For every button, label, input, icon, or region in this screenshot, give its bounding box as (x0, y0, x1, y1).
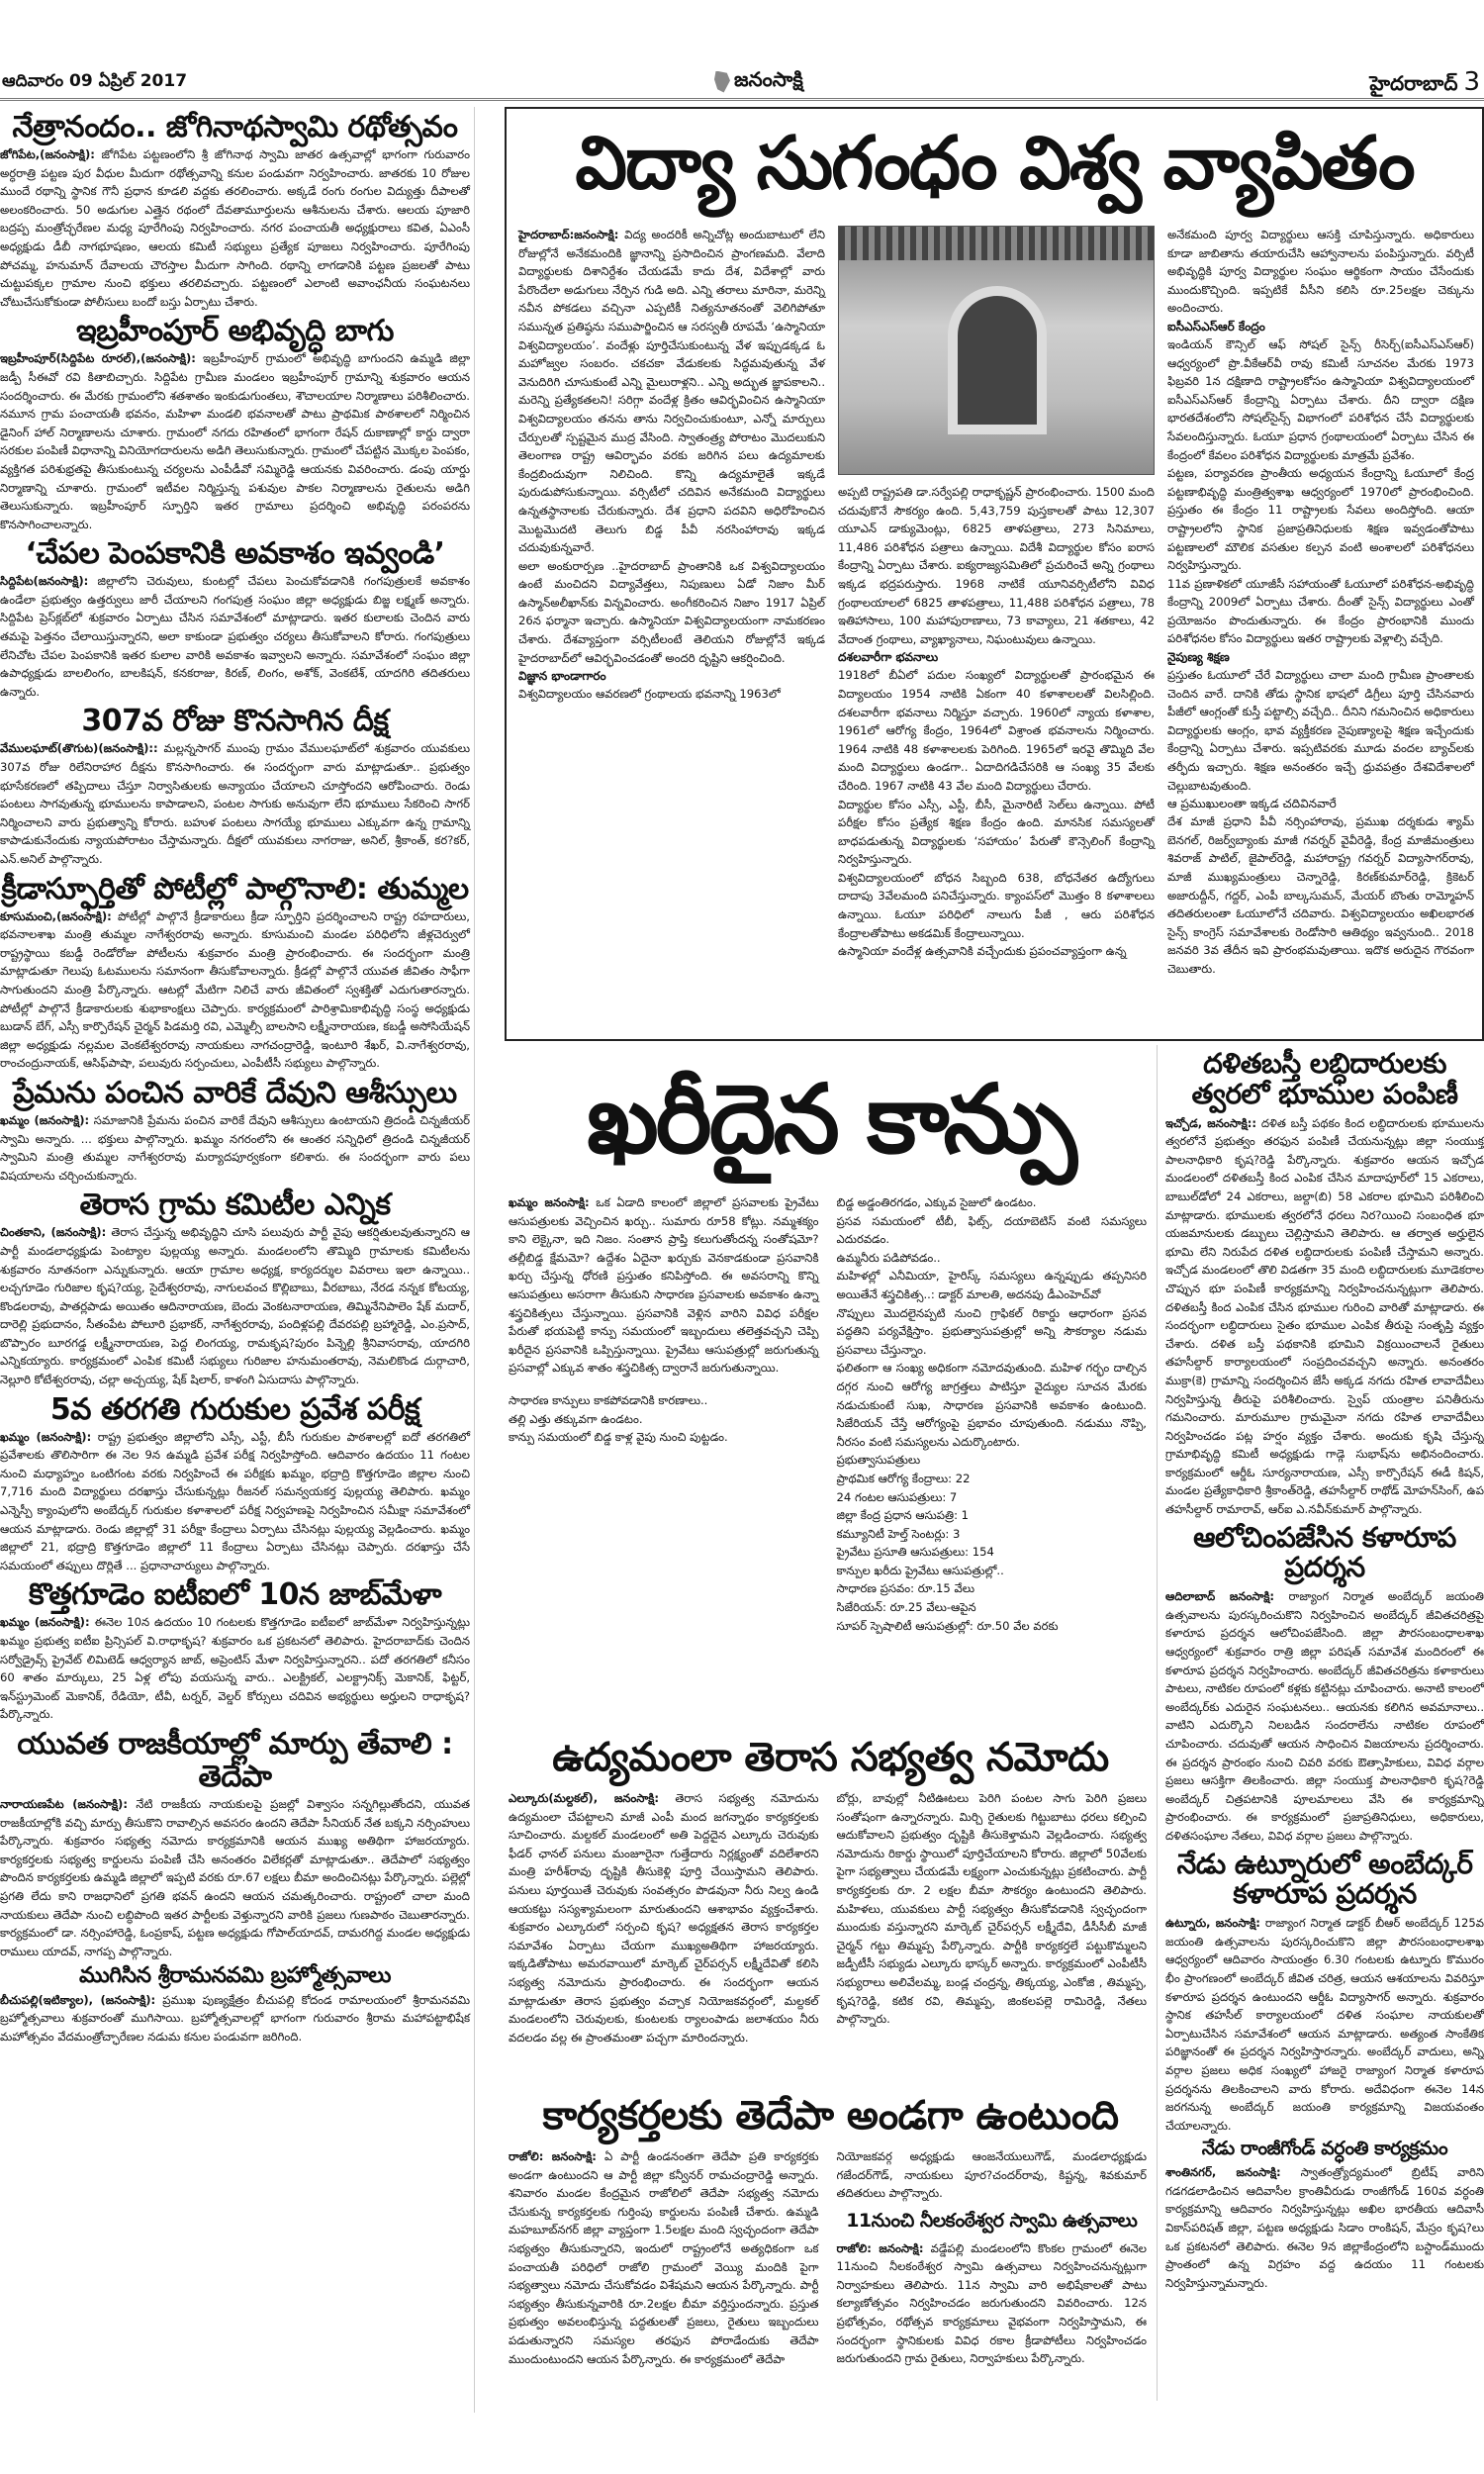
news-article (1165, 1520, 1484, 1846)
article-text: రాజ్యాంగ నిర్మాత డాక్టర్ బీఆర్ అంబేద్కర్ 125వ జయంతి ఉత్సవాలను పురస్కరించుకొని జిల్లా పౌరసంబంధాలశాఖ ఆధ్వర్యంలో ఆదివారం సాయంత్రం 6.30 గంటలకు ఉట్నూరు కొమురం భీం ప్రాంగణంలో అంబేద్కర్ జీవిత చరిత్ర, ఆయన ఆశయాలను వివరిస్తూ కళారూప ప్రదర్శన ఉంటుందని ఆర్డీఓ విద్యాసాగర్ అన్నారు. శుక్రవారం స్థానిక తహసీల్ కార్యాలయంలో దళిత సంఘాల నాయకులతో ఏర్పాటుచేసిన సమావేశంలో ఆయన మాట్లాడారు. అత్యంత సాంకేతిక పరిజ్ఞానంతో ఈ ప్రదర్శన నిర్వహిస్తారన్నారు. అంబేద్కర్ వాదులు, అన్ని వర్గాల ప్రజలు అధిక సంఖ్యలో హాజరై రాజ్యాంగ నిర్మాత కళారూప ప్రదర్శనను తిలకించాలని వారు కోరారు. అదేవిధంగా ఈనెల 14న జరగనున్న అంబేద్కర్ జయంతి కార్యక్రమాన్ని విజయవంతం చేయాలన్నారు. (1165, 1916, 1484, 2133)
stat-item: కమ్యూనిటీ హెల్త్ సెంటర్లు: 3 (836, 1526, 961, 1541)
telangana-map-icon (714, 71, 730, 93)
reason-item: తల్లి ఎత్తు తక్కువగా ఉండటం. (509, 1411, 643, 1426)
news-article (0, 1077, 470, 1185)
article-headline: యువత రాజకీయాల్లో మార్పు తేవాలి : తెదేపా (17, 1726, 453, 1794)
paragraph: విద్య అందరికీ అన్నిచోట్ల అందుబాటులో లేని రోజుల్లోనే అనేకమందికి జ్ఞానాన్ని ప్రసాదించిన ప్రాంగణమది. వేలాది విద్యార్థులకు దిశానిర్దేశం చేయడమే కాదు దేశ, విదేశాల్లో వారు పేరొందేలా అడుగులు నేర్పిన గుడి అది. ఎన్ని తరాలు మారినా, మరెన్ని నవీన పోకడలు వచ్చినా ఎప్పటికీ నిత్యనూతనంతో వెలిగిపోతూ సమున్నత ప్రతిష్ఠను సముపార్జించిన ఆ సరస్వతీ రూపమే ‘ఉస్మానియా విశ్వవిద్యాలయం’. వందేళ్లు పూర్తిచేసుకుంటున్న వేళ ఇప్పుడక్కడ ఓ మహోజ్వల సంబరం. చకచకా వేడుకలకు సిద్ధమవుతున్న వేళ వెనుదిరిగి చూసుకుంటే ఎన్ని మైలురాళ్లని.. ఎన్ని అద్భుత జ్ఞాపకాలని.. మరెన్ని ప్రత్యేకతలని! సరిగ్గా వందేళ్ల క్రితం ఆవిర్భవించిన ఉస్మానియా విశ్వవిద్యాలయం తనను తాను నిర్వచించుకుంటూ, ఎన్నో మార్పులు చేర్పులతో స్పష్టమైన ముద్ర వేసింది. స్వాతంత్ర్య పోరాటం మొదలుకుని తెలంగాణ రాష్ట్ర ఆవిర్భావం వరకు జరిగిన పలు ఉద్యమాలకు కేంద్రబిందువుగా నిలిచింది. కొన్ని ఉద్యమాలైతే ఇక్కడే పురుడుపోసుకున్నాయి. వర్సిటీలో చదివిన అనేకమంది విద్యార్థులు ఉన్నతస్థానాలకు చేరుకున్నారు. దేశ ప్రధాని పదవిని అధిరోహించిన మొట్టమొదటి తెలుగు బిడ్డ పీవీ నరసింహారావు ఇక్కడ చదువుకున్నవారే. (518, 228, 825, 555)
dateline: వేములఘాట్(తొగుట)(జనంసాక్షి):: (0, 741, 158, 756)
article-text: దళిత బస్తీ పథకం కింద లబ్ధిదారులకు భూములను త్వరలోనే ప్రభుత్వం తరఫున పంపిణీ చేయనున్నట్లు జిల్లా సంయుక్త పాలనాధికారి కృష?రెడ్డి పేర్కొన్నారు. శుక్రవారం ఆయన ఇచ్చోడ మండలంలో దళితబస్తీ కింద ఎంపిక చేసిన మాదాపూర్‌లో 15 ఎకరాలు, బాబుల్‌డోలో 24 ఎకరాలు, జల్దా(బి) 58 ఎకరాల భూమిని పరిశీలించి మాట్లాడారు. భూములకు త్వరలోనే ధరలు నిర?యించి సంబంధిత భూ యజమానులకు డబ్బులు చెల్లిస్తామని తెలిపారు. ఆ తర్వాత అర్హులైన భూమి లేని నిరుపేద దళిత లబ్ధిదారులకు పంపిణీ చేస్తామని అన్నారు. ఇచ్చోడ మండలంలో తొలి విడతగా 35 మంది లబ్ధిదారులకు మూడెకరాల చొప్పున భూ పంపిణీ కార్యక్రమాన్ని నిర్వహించనున్నట్లుగా తెలిపారు. దళితబస్తీ కింద ఎంపిక చేసిన భూముల గురించి వారితో మాట్లాడారు. ఈ సందర్భంగా లబ్ధిదారులు సైతం భూముల ఎంపిక తీరుపై సంతృప్తి వ్యక్తం చేశారు. దళిత బస్తీ పథకానికి భూమిని విక్రయించాలనే రైతులు తహసీల్దార్ కార్యాలయంలో సంప్రదించవచ్చని అన్నారు. అనంతరం ముక్రా(కె) గ్రామాన్ని సందర్శించిన జేసీ అక్కడ నగదు రహిత లావాదేవీలు నిర్వహిస్తున్న తీరుపై పరిశీలించారు. స్వైప్ యంత్రాల పనితీరును గమనించారు. మారుమూల గ్రామమైనా నగదు రహిత లావాదేవీలు నిర్వహించడం పట్ల హర్షం వ్యక్తం చేశారు. అందుకు కృషి చేస్తున్న గ్రామాభివృద్ధి కమిటీ అధ్యక్షుడు గాడ్గె సుభాష్‌ను అభినందించారు. కార్యక్రమంలో ఆర్డీఓ సూర్యనారాయణ, ఎస్సీ కార్పొరేషన్ ఈడీ కిషన్, మండల ప్రత్యేకాధికారి శ్రీకాంత్‌రెడ్డి, తహసీల్దార్ రాథోడ్ మోహన్‌సింగ్, ఉప తహసీల్దార్ రామారావ్, ఆర్ఐ ఎ.నవీన్‌కుమార్ పాల్గొన్నారు. (1165, 1115, 1484, 1517)
story-headline: కార్యకర్తలకు తెదేపా అండగా ఉంటుంది (542, 2093, 1119, 2139)
article-text: స్వాతంత్ర్యోద్యమంలో బ్రిటీష్ వారిని గడగడలాడించిన ఆదివాసీల క్రాంతివీరుడు రాంజీగోండ్ 160వ వర్ధంతి కార్యక్రమాన్ని ఆదివారం నిర్వహిస్తున్నట్లు అఖిల భారతీయ ఆదివాసీ వికాస్‌పరిషత్ జిల్లా, పట్టణ అధ్యక్షుడు సిడాం రాంకిషన్, మేస్రం కృష?లు ఒక ప్రకటనలో తెలిపారు. ఈనెల 9న జిల్లాకేంద్రంలోని బస్టాండ్‌ముందు ప్రాంతంలో ఉన్న విగ్రహం వద్ద ఉదయం 11 గంటలకు నిర్వహిస్తున్నామన్నారు. (1165, 2165, 1484, 2290)
article-text: ఈనెల 10న ఉదయం 10 గంటలకు కొత్తగూడెం ఐటీఐలో జాబ్‌మేళా నిర్వహిస్తున్నట్లు ఖమ్మం ప్రభుత్వ ఐటీఐ ప్రిన్సిపల్ వి.రాధాకృష? శుక్రవారం ఒక ప్రకటనలో తెలిపారు. హైదరాబాద్‌కు చెందిన సర్వోడ్రైవ్స్ ప్రైవేట్ లిమిటెడ్ ఆధ్వర్యాన జాబ్, అప్రెంటిస్ మేళా నిర్వహిస్తున్నారని.. పదో తరగతిలో కనీసం 60 శాతం మార్కులు, 25 ఏళ్ల లోపు వయసున్న వారు.. ఎలక్ట్రికల్, ఎలక్ట్రానిక్స్ మెకానిక్, ఫిట్టర్, ఇన్‌స్ట్రుమెంట్ మెకానిక్, రేడియో, టీవీ, టర్నర్, వెల్డర్ కోర్సులు చదివిన అభ్యర్థులు అర్హులని రాధాకృష? పేర్కొన్నారు. (0, 1615, 471, 1722)
dateline: బీచుపల్లి(ఇటిక్యాల), (జనంసాక్షి): (0, 1992, 156, 2007)
article-body (0, 1111, 470, 1185)
story-column: బోర్లు, బావుల్లో నీటిఊటలు పెరిగి పంటల సాగు పెరిగి ప్రజలు సంతోషంగా ఉన్నారన్నారు. మిర్చి రైతులకు గిట్టుబాటు ధరలు కల్పించి ఆదుకోవాలని ప్రభుత్వం దృష్టికి తీసుకెళ్తామని వెల్లడించారు. సభ్యత్వ నమోదును రికార్డు స్థాయిలో పూర్తిచేయాలని కోరారు. జిల్లాలో 50వేలకు పైగా సభ్యత్వాలు చేయడమే లక్ష్యంగా ఎంచుకున్నట్లు ప్రకటించారు. పార్టీ కార్యకర్తలకు రూ. 2 లక్షల బీమా సౌకర్యం ఉంటుందని తెలిపారు. మహిళలు, యువకులు పార్టీ సభ్యత్వం తీసుకోవడానికి స్వచ్ఛందంగా ముందుకు వస్తున్నారని మార్కెట్ చైర్‌పర్సన్ లక్ష్మీదేవి, డీసీసీబీ మాజీ చైర్మన్ గట్టు తిమ్మప్ప పేర్కొన్నారు. పార్టీకి కార్యకర్తలే పట్టుకొమ్మలని జడ్పీటీసీ సభ్యుడు ఎల్కూరు భాస్కర్ అన్నారు. కార్యక్రమంలో ఎంపీటీసీ సభ్యురాలు అలివేలమ్మ, బండ్ల చంద్రన్న, తిక్కయ్య, ఎంకోజి , తిమ్మప్ప, కృష?రెడ్డి, కటిక రవి, తిమ్మప్ప, జింకలపల్లె రామిరెడ్డి, నేతలు పాల్గొన్నారు. (836, 1791, 1147, 2027)
newspaper-page (0, 63, 1484, 2399)
article-body (0, 1613, 470, 1724)
osmania-university-photo (838, 226, 1155, 475)
article-headline: నేడు రాంజీగోండ్ వర్ధంతి కార్యక్రమం (1201, 2138, 1448, 2160)
dateline: ఎల్కూరు(మల్దకల్), జనంసాక్షి: (509, 1791, 659, 1805)
stat-item: ప్రాథమిక ఆరోగ్య కేంద్రాలు: 22 (836, 1471, 971, 1485)
news-article (1165, 1847, 1484, 2136)
article-headline: ముగిసిన శ్రీరామనవమి బ్రహ్మోత్సవాలు (79, 1963, 391, 1989)
masthead (0, 63, 1484, 101)
article-headline: ఆలోచింపజేసిన కళారూప ప్రదర్శన (1193, 1520, 1456, 1584)
cost-item: సూపర్ స్పెషాలిటీ ఆసుపత్రుల్లో: రూ.50 వేల వరకు (836, 1618, 1059, 1633)
article-headline: ఇబ్రహీంపూర్ అభివృద్ధి బాగు (76, 314, 394, 349)
feature-column-2 (838, 483, 1155, 1027)
story-headline: ఉద్యమంలా తెరాస సభ్యత్వ నమోదు (552, 1735, 1109, 1780)
logo-text: జనంసాక్షి (734, 67, 803, 91)
paragraph: విశ్వవిద్యాలయం ఆవరణలో గ్రంథాలయ భవనాన్ని 1963లో (518, 687, 781, 702)
stat-item: 24 గంటల ఆసుపత్రులు: 7 (836, 1489, 958, 1504)
middle-lower-stories (505, 1728, 1158, 2401)
news-article (1165, 1049, 1484, 1519)
news-article (1165, 2139, 1484, 2292)
article-text: సమాజానికి ప్రేమను పంచిన వారికే దేవుని ఆశీస్సులు ఉంటాయని త్రిదండి చిన్నజీయర్ స్వామి అన్నారు. ... భక్తులు పాల్గొన్నారు. ఖమ్మం నగరంలోని ఈ ఆంతర సన్నిధిలో త్రిదండి చిన్నజీయర్ స్వామిని మంత్రి తుమ్మల నాగేశ్వరరావు మర్యాదపూర్వకంగా కలిశారు. ఈ సందర్భంగా వారు పలు విషయాలను చర్చించుకున్నారు. (0, 1112, 470, 1183)
article-headline: తెరాస గ్రామ కమిటీల ఎన్నిక (79, 1188, 391, 1223)
dateline: చింతకాని, (జనంసాక్షి): (0, 1225, 107, 1240)
kanpu-column-1 (509, 1193, 819, 1635)
article-text: జిల్లాలోని చెరువులు, కుంటల్లో చేపలు పెంచుకోవడానికి గంగపుత్రులకే అవకాశం ఉండేలా ప్రభుత్వం ఉత్తర్వులు జారీ చేయాలని గంగపుత్ర సంఘం జిల్లా అధ్యక్షుడు బిజ్జ లక్ష్మణ్ అన్నారు. సిద్దిపేట ప్రెస్‌క్లబ్‌లో శుక్రవారం ఏర్పాటు చేసిన సమావేశంలో మాట్లాడారు. ఇతర కులాలకు చెందిన వారు తమపై పెత్తనం చేలాయిస్తున్నారని, అలా కాకుండా ప్రభుత్వం చర్యలు తీసుకోవాలని కోరారు. గంగపుత్రులు లేనిచోట చేపల పెంపకానికి ఇతర కులాల వారికి అవకాశం ఇవ్వాలని అన్నారు. సమావేశంలో సంఘం జిల్లా ఉపాధ్యక్షుడు బాలలింగం, బాలకిషన్, కనకరాజు, కిరణ్, లింగం, అశోక్, వెంకటేశ్, యాదగిరి తదితరులు ఉన్నారు. (0, 574, 470, 699)
article-text: నేటి రాజకీయ నాయకులపై ప్రజల్లో విశ్వాసం సన్నగిల్లుతోందని, యువత రాజకీయాల్లోకి వచ్చి మార్పు తీసుకొని రావాల్సిన అవసరం ఉందని తెదేపా సీనియర్ నేత బక్కని నర్సింహులు పేర్కొన్నారు. శుక్రవారం సభ్యత్వ నమోదు కార్యక్రమానికి ఆయన ముఖ్య అతిథిగా హాజరయ్యారు. కార్యకర్తలకు సభ్యత్వ కార్డులను పంపిణీ చేసి అనంతరం విలేకర్లతో మాట్లాడుతూ.. తెదేపాలో సభ్యత్వం పొందిన కార్యకర్తలకు ఉమ్మడి జిల్లాలో ఇప్పటి వరకు రూ.67 లక్షలు బీమా అందించినట్లు పేర్కొన్నారు. పల్లెల్లో ప్రగతి లేదు కాని రాజధానిలో ప్రగతి భవన్ ఉందని ఆయన చమత్కరించారు. రాష్ట్రంలో చాలా మంది నాయకులు తెదేపా నుంచి లబ్ధిపొంది ఇతర పార్టీలకు వెళ్తున్నారని వారికి ప్రజలు గుణపాఠం చెబుతారన్నారు. కార్యక్రమంలో డా. నర్సింహారెడ్డి, ఓంప్రకాష్, పట్టణ అధ్యక్షుడు గోపాల్‌యాదవ్, దామరగిద్ద మండల అధ్యక్షుడు రాములు యాదవ్, నాగప్ప పాల్గొన్నారు. (0, 1796, 471, 1958)
dateline: శాంతినగర్, జనంసాక్షి: (1165, 2165, 1281, 2180)
feature-column-1 (518, 226, 825, 1027)
right-column (1165, 1045, 1484, 2401)
photo-roofline (839, 227, 1154, 260)
article-body (1165, 1914, 1484, 2135)
dateline: రాజోలి: జనంసాక్షి: (509, 2149, 597, 2163)
dateline: ఖమ్మం (జనంసాక్షి): (0, 1615, 90, 1630)
paragraph: దేశ మాజీ ప్రధాని పీవీ నర్సింహారావు, ప్రముఖ దర్శకుడు శ్యామ్ బెనగల్, రిజర్వ్‌బ్యాంకు మాజీ గవర్నర్ వైవీరెడ్డి, కేంద్ర మాజీమంత్రులు శివరాజ్ పాటిల్, జైపాల్‌రెడ్డి, మహారాష్ట్ర గవర్నర్ విద్యాసాగర్‌రావు, మాజీ ముఖ్యమంత్రులు చెన్నారెడ్డి, కిరణ్‌కుమార్‌రెడ్డి, క్రికెటర్ అజారుద్దీన్, గద్దర్, ఎంపీ బాల్కసుమన్, మేయర్ బొంతు రామ్మోహన్ తదితరులంతా ఓయూలోనే చదివారు. విశ్వవిద్యాలయం అఖిలభారత సైన్స్ కాంగ్రెస్ సమావేశాలకు రెండోసారి ఆతిథ్యం ఇవ్వనుంది.. 2018 జనవరి 3వ తేదీన ఇవి ప్రారంభమవుతాయి. ఇదొక అరుదైన గౌరవంగా చెబుతారు. (1167, 814, 1474, 976)
article-body (0, 907, 470, 1073)
line: మహిళల్లో ఎనీమియా, హైరిస్క్ సమస్యలు ఉన్నప్పుడు తప్పనిసరి అయితేనే శస్త్రచికిత్స..: డాక్టర్ మాలతి, అదనపు డీఎంహెచ్‌వో (836, 1269, 1147, 1301)
kanpu-column-2 (837, 1193, 1148, 1635)
newspaper-logo (714, 67, 803, 96)
edition-city (1369, 67, 1480, 100)
article-text: పోటీల్లో పాల్గొనే క్రీడాకారులు క్రీడా స్ఫూర్తిని ప్రదర్శించాలని రాష్ట్ర రహదారులు, భవనాలశాఖ మంత్రి తుమ్మల నాగేశ్వరరావు అన్నారు. కూసుమంచి మండల పరిధిలోని జీళ్లచెర్వులో రాష్ట్రస్థాయి కబడ్డీ రెండోరోజు పోటీలను శుక్రవారం మంత్రి ప్రారంభించారు. ఈ సందర్భంగా మంత్రి మాట్లాడుతూ గెలుపు ఓటములను సమానంగా తీసుకోవాలన్నారు. క్రీడల్లో పాల్గొనే యువత జీవితం సాఫీగా సాగుతుందని మంత్రి పేర్కొన్నారు. ఆటల్లో మేటిగా నిలిచే వారు జీవితంలో స్వశక్తితో ఎదుగుతారన్నారు. పోటీల్లో పాల్గొనే క్రీడాకారులకు శుభాకాంక్షలు చెప్పారు. కార్యక్రమంలో పారిశ్రామికాభివృద్ధి సంస్థ అధ్యక్షుడు బుడాన్ బేగ్, ఎస్సీ కార్పొరేషన్ చైర్మన్ పిడమర్తి రవి, ఎమ్మెల్సీ బాలసాని లక్ష్మీనారాయణ, కబడ్డీ అసోసియేషన్ జిల్లా అధ్యక్షుడు నల్లమల వెంకటేశ్వరరావు నాయకులు నాగచంద్రారెడ్డి, ఇంటూరి శేఖర్, వి.నాగేశ్వరరావు, రాంచంద్రునాయక్, ఆసిఫ్‌పాషా, పలువురు సర్పంచులు, ఎంపీటీసీ సభ్యులు పాల్గొన్నారు. (0, 908, 470, 1071)
article-headline: ప్రేమను పంచిన వారికే దేవుని ఆశీస్సులు (13, 1075, 457, 1110)
article-text: రాజ్యాంగ నిర్మాత అంబేద్కర్ జయంతి ఉత్సవాలను పురస్కరించుకొని నిర్వహించిన అంబేద్కర్ జీవితచరిత్రపై కళారూప ప్రదర్శన ఆలోచింపజేసింది. జిల్లా పౌరసంబంధాలశాఖ ఆధ్వర్యంలో శుక్రవారం రాత్రి జిల్లా పరిషత్ సమావేశ మందిరంలో ఈ కళారూప ప్రదర్శన నిర్వహించారు. అంబేద్కర్ జీవితచరిత్రను కళాకారులు పాటలు, నాటికల రూపంలో కళ్లకు కట్టినట్లు చూపించారు. అనాటి కాలంలో అంబేద్కర్‌కు ఎదురైన సంఘటనలు.. ఆయనకు కలిగిన అవమానాలు.. వాటిని ఎదుర్కొని నిలబడిన సందరాలేను నాటికల రూపంలో చూపించారు. చదువుతో ఆయన సాధించిన విజయాలను ప్రదర్శించారు. ఈ ప్రదర్శన ప్రారంభం నుంచి చివరి వరకు ఔత్సాహికులు, వివిధ వర్గాల ప్రజలు ఆసక్తిగా తిలకించారు. జిల్లా సంయుక్త పాలనాధికారి కృష?రెడ్డి అంబేద్కర్ చిత్రపటానికి పూలమాలలు వేసి ఈ కార్యక్రమాన్ని ప్రారంభించారు. ఈ కార్యక్రమంలో ప్రజాప్రతినిధులు, అధికారులు, దళితసంఘాల నేతలు, వివిధ వర్గాల ప్రజలు పాల్గొన్నారు. (1165, 1589, 1484, 1843)
article-body (1165, 2163, 1484, 2292)
kanpu-headline: ఖరీదైన కాన్పు (587, 1064, 1074, 1175)
article-headline: ‘చేపల పెంపకానికి అవకాశం ఇవ్వండి’ (25, 536, 445, 572)
subheading: దశలవారీగా భవనాలు (838, 650, 939, 665)
dateline: ఖమ్మం జనంసాక్షి: (509, 1195, 590, 1209)
article-text: మల్లన్నసాగర్ ముంపు గ్రామం వేములఘాట్‌లో శుక్రవారం యువకులు 307వ రోజు రిలేనిరాహార దీక్షను కొనసాగించారు. ఈ సందర్భంగా వారు మాట్లాడుతూ.. ప్రభుత్వం భూసేకరణలో తప్పిదాలు చేస్తూ నిర్వాసితులకు అన్యాయం చేయాలని చూస్తోందని ఆరోపించారు. రెండు పంటలు సాగవుతున్న భూములను కాపాడాలని, పంటల సాగుకు అనువుగా లేని భూములు సేకరించి సాగర్ నిర్మించాలని వారు ప్రభుత్వాన్ని కోరారు. బహుళ పంటలు సాగయ్యే భూములు ఎక్కువగా ఉన్న గ్రామాన్ని కాపాడుకునేందుకు న్యాయపోరాటం చేస్తామన్నారు. దీక్షలో యువకులు నాగరాజు, అనిల్, శ్రీకాంత్, కర?కర్, ఎన్.అనిల్ పాల్గొన్నారు. (0, 741, 470, 866)
dateline: నారాయణపేట (జనంసాక్షి): (0, 1796, 128, 1811)
subheading: నైపుణ్య శిక్షణ (1167, 650, 1230, 665)
paragraph: ఒక ఏడాది కాలంలో జిల్లాలో ప్రసవాలకు ప్రైవేటు ఆసుపత్రులకు వెచ్చించిన ఖర్చు.. సుమారు రూ58 కోట్లు. నమ్మశక్యం కాని లెక్కైనా, ఇది నిజం. సంతాన ప్రాప్తి కలుగుతోందన్న సంతోషమో? తల్లీబిడ్డ క్షేమమో? ఉద్దేశం ఏదైనా ఖర్చుకు వెనకాడకుండా ప్రసవానికి ఖర్చు చేస్తున్న ధోరణి ప్రస్తుతం కనిపిస్తోంది. ఈ అవసరాన్ని కొన్ని ఆసుపత్రులు అసరాగా తీసుకుని సాధారణ ప్రసవాలకు అవకాశం ఉన్నా శస్త్రచికిత్సలు చేస్తున్నాయి. ప్రసవానికి వెళ్లిన వారిని వివిధ పరీక్షల పేరుతో భయపెట్టి కాన్పు సమయంలో ఇబ్బందులు తలెత్తవచ్చని చెప్పి ఖరీదైన ప్రసవానికి ఒప్పిస్తున్నాయి. ప్రైవేటు ఆసుపత్రుల్లో జరుగుతున్న ప్రసవాల్లో ఎక్కువ శాతం శస్త్రచికిత్స ద్వారానే జరుగుతున్నాయి. (509, 1195, 819, 1376)
news-article (0, 1393, 470, 1575)
paragraph: ఏ పార్టీ ఉండనంతగా తెదేపా ప్రతి కార్యకర్తకు అండగా ఉంటుందని ఆ పార్టీ జిల్లా కన్వీనర్ రామచంద్రారెడ్డి అన్నారు. శనివారం మండల కేంద్రమైన రాజోలిలో తెదేపా సభ్యత్వ నమోదు చేసుకున్న కార్యకర్తలకు గుర్తింపు కార్డులను పంపిణీ చేశారు. ఉమ్మడి మహబూబ్‌నగర్ జిల్లా వ్యాప్తంగా 1.5లక్షల మంది స్వచ్ఛందంగా తెదేపా సభ్యత్వం తీసుకున్నారని, ఇందులో రాష్ట్రంలోనే అత్యధికంగా ఒక పంచాయతీ పరిధిలో రాజోలి గ్రామంలో వెయ్యి మందికి పైగా సభ్యత్వాలు నమోదు చేసుకోవడం విశేషమని ఆయన పేర్కొన్నారు. పార్టీ సభ్యత్వం తీసుకున్నవారికి రూ.2లక్షల బీమా వర్తిస్తుందన్నారు. ప్రస్తుత ప్రభుత్వం అవలంభిస్తున్న పద్ధతులతో ప్రజలు, రైతులు ఇబ్బందులు పడుతున్నారని సమస్యల తరఫున పోరాడేందుకు తెదేపా ముందుంటుందని ఆయన పేర్కొన్నారు. ఈ కార్యక్రమంలో తెదేపా (509, 2149, 819, 2366)
article-body (0, 145, 470, 311)
article-body (0, 739, 470, 868)
article-body (0, 1991, 470, 2046)
news-article (0, 1578, 470, 1724)
reasons-title: సాధారణ కాన్పులు కాకపోవడానికి కారణాలు.. (509, 1392, 708, 1407)
line: నొప్పులు మొదలైనప్పటి నుంచి గ్రాఫికల్ రికార్డు ఆధారంగా ప్రసవ పద్ధతిని పర్యవేక్షిస్తాం. ప్రభుత్వాసుపత్రుల్లో అన్ని సౌకర్యాల నడుమ ప్రసవాలు చేస్తున్నాం. (836, 1305, 1147, 1357)
feature-story-box (505, 107, 1484, 1041)
cost-item: సిజేరియన్: రూ.25 వేలు-ఆపైన (836, 1600, 976, 1615)
line: ఫలితంగా ఆ సంఖ్య అధికంగా నమోదవుతుంది. మహిళ గర్భం దాల్చిన దగ్గర నుంచి ఆరోగ్య జాగ్రత్తలు పాటిస్తూ వైద్యుల సూచన మేరకు నడుచుకుంటే సుఖ, సాధారణ ప్రసవానికి అవకాశం ఉంటుంది. సిజేరియన్ చేస్తే ఆరోగ్యంపై ప్రభావం చూపుతుంది. నడుము నొప్పి, నీరసం వంటి సమస్యలను ఎదుర్కొంటారు. (836, 1361, 1147, 1449)
paragraph: వడ్డేపల్లి మండలంలోని కొంకల గ్రామంలో ఈనెల 11నుంచి నీలకంఠేశ్వర స్వామి ఉత్సవాలు నిర్వహించనున్నట్లుగా నిర్వాహకులు తెలిపారు. 11న స్వామి వారి అభిషేకాలతో పాటు కల్యాణోత్సవం నిర్వహించడం జరుగుతుందని వివరించారు. 12న ప్రభోత్సవం, రథోత్సవ కార్యక్రమాలు వైభవంగా నిర్వహిస్తామని, ఈ సందర్భంగా స్థానికులకు వివిధ రకాల క్రీడాపోటీలు నిర్వహించడం జరుగుతుందని గ్రామ రైతులు, నిర్వాహకులు పేర్కొన్నారు. (836, 2240, 1147, 2366)
story-columns (505, 1789, 1157, 2086)
article-text: ఇబ్రహీంపూర్ గ్రామంలో అభివృద్ధి బాగుందని ఉమ్మడి జిల్లా జడ్పీ సీఈవో రవి కితాబిచ్చారు. సిద్దిపేట గ్రామీణ మండలం ఇబ్రహీంపూర్ గ్రామాన్ని శుక్రవారం ఆయన సందర్శించారు. ఈ మేరకు గ్రామంలోని శతశాతం ఇంకుడుగుంతలు, శౌచాలయాల నిర్మాణాలు పరిశీలించారు. నమూన గ్రామ పంచాయతీ భవనం, మహిళా మండలి భవనాలతో పాటు ప్రాథమిక పాఠశాలలో నిర్మించిన డైనింగ్ హాల్ నిర్మాణాలను చూశారు. గ్రామంలో నగదు రహితంలో భాగంగా రేషన్ దుకాణాల్లో కార్డు ద్వారా సరకుల పంపిణీ విధానాన్ని వినియోగదారులను అడిగి తెలుసుకున్నారు. గ్రామంలో చేపట్టిన మొక్కల పెంపకం, వ్యక్తిగత పరిశుభ్రతపై తీసుకుంటున్న చర్యలను ఎంపీడీవో సమ్మిరెడ్డి ఆయనకు వివరించారు. డంపు యార్డు నిర్మాణాన్ని చూశారు. గ్రామంలో ఇటీవల నిర్మిస్తున్న పశువుల పాకల నిర్మాణాలను రైతులను అడిగి తెలుసుకున్నారు. ఇబ్రహీంపూర్ స్ఫూర్తిని ఇతర గ్రామాలు ప్రదర్శించి అభివృద్ధి పరంపరను కొనసాగించాలన్నారు. (0, 351, 470, 531)
dateline: సిద్దిపేట(జనంసాక్షి): (0, 574, 89, 589)
line: ప్రసవ సమయంలో టీబీ, ఫిట్స్, దయాబెటిస్ వంటి సమస్యలు ఎదురవడం. (836, 1213, 1147, 1247)
kanpu-columns (505, 1193, 1157, 1635)
dateline: ఇబ్రహీంపూర్(సిద్దిపేట రూరల్),(జనంసాక్షి): (0, 351, 196, 366)
article-text: ప్రముఖ పుణ్యక్షేత్రం బీచుపల్లి కోదండ రామాలయంలో శ్రీరామనవమి బ్రహ్మోత్సవాలు శుక్రవారంతో ముగిసాయి. బ్రహ్మోత్సవాలల్లో భాగంగా గురువారం శ్రీరామ మహాపట్టాభిషేక మహోత్సవం వేదమంత్రోచ్ఛారేణల నడుమ కనుల పండువగా జరిగింది. (0, 1992, 470, 2044)
city-name: హైదరాబాద్ (1369, 71, 1458, 95)
article-text: తెరాస చేస్తున్న అభివృద్ధిని చూసి పలువురు పార్టీ వైపు ఆకర్షితులవుతున్నారని ఆ పార్టీ మండలాధ్యక్షుడు పెంట్యాల పుల్లయ్య అన్నారు. మండలంలోని తొమ్మిది గ్రామాలకు కమిటీలను శుక్రవారం నూతనంగా ఎన్నుకున్నారు. ఆయా గ్రామాల అధ్యక్ష, కార్యదర్శుల వివరాలు ఇలా ఉన్నాయి.. లచ్చగూడెం గురిజాల కృష?య్య, సైదేశ్వరరావు, నాగులవంచ కొల్లిబాబు, వీరబాబు, నేరడ నన్నక కోటయ్య, కొండలరావు, పాతర్లపాడు అయితం ఆదినారాయణ, బెందు వెంకటనారాయణ, తిమ్మినేనిపాలెం షేక్ మదార్, దారెల్లి ప్రభుదానం, సీతంపేట పోలూరి ప్రభాకర్, నాగేశ్వరరావు, పందిళ్లపల్లి దేవరపల్లి బ్రహ్మారెడ్డి, ఎం.ప్రసాద్, బొప్పారం బూరగడ్డ లక్ష్మీనారాయణ, పెద్ద లింగయ్య, రామకృష?పురం పిన్నెల్లి శ్రీనివాసరావు, యాదగిరి ఎన్నికయ్యారు. కార్యక్రమంలో ఎంపిక కమిటీ సభ్యులు గురిజాల హనుమంతరావు, నెమలికొండ దుర్గాచారి, నెల్లూరి కోటేశ్వరరావు, చల్లా అచ్చయ్య, షేక్ షిలార్, కాళంగి ఏసుదాసు పాల్గొన్నారు. (0, 1225, 470, 1387)
article-body (0, 1223, 470, 1388)
article-body (0, 572, 470, 701)
paragraph: ఉస్మానియా వందేళ్ల ఉత్సవానికి వచ్చేందుకు ప్రపంచవ్యాప్తంగా ఉన్న (838, 944, 1127, 959)
article-headline: నేత్రానందం.. జోగినాథస్వామి రథోత్సవం (12, 110, 458, 144)
paragraph: అప్పటి రాష్ట్రపతి డా.సర్వేపల్లి రాధాకృష్ణన్ ప్రారంభించారు. 1500 మంది చదువుకొనే సౌకర్యం ఉంది. 5,43,759 పుస్తకాలతో పాటు 12,307 యూఎన్ డాక్యుమెంట్లు, 6825 తాళపత్రాలు, 273 సినిమాలు, 11,486 పరిశోధన పత్రాలు ఉన్నాయి. విదేశీ విద్యార్థుల కోసం ఐరాస కేంద్రాన్ని ఏర్పాటు చేశారు. ఐక్యరాజ్యసమితిలో ప్రచురించే అన్ని గ్రంథాలు ఇక్కడ భద్రపరుస్తారు. 1968 నాటికే యూనివర్సిటీలోని వివిధ గ్రంథాలయాలలో 6825 తాళపత్రాలు, 11,488 పరిశోధన పత్రాలు, 78 ఇతిహాసాలు, 100 మహాపురాణాలు, 73 కావ్యాలు, 21 శతకాలు, 42 వేదాంత గ్రంథాలు, వ్యాఖ్యానాలు, నిఘంటువులు ఉన్నాయి. (838, 485, 1155, 646)
subheading: ఆ ప్రముఖులంతా ఇక్కడ చదివినవారే (1167, 797, 1337, 811)
dateline: ఉట్నూరు, జనంసాక్షి: (1165, 1916, 1260, 1931)
news-article (0, 315, 470, 533)
story-column (837, 2147, 1148, 2401)
news-article (0, 873, 470, 1073)
article-body (0, 349, 470, 533)
article-body (1165, 1114, 1484, 1519)
dateline: రాజోలి: జనంసాక్షి: (836, 2240, 924, 2255)
cost-item: సాధారణ ప్రసవం: రూ.15 వేలు (836, 1581, 974, 1596)
article-headline: క్రీడాస్ఫూర్తితో పోటీల్లో పాల్గొనాలి: తుమ్మల (1, 871, 469, 906)
paragraph: 11వ ప్రణాళికలో యూజీసీ సహాయంతో ఓయూలో పరిశోధన-అభివృద్ధి కేంద్రాన్ని 2009లో ఏర్పాటు చేశారు. దీంతో సైన్స్ విద్యార్థులు ఎంతో ప్రయోజనం పొందుతున్నారు. ఈ కేంద్రం ప్రారంభానికి ముందు పరిశోధనల కోసం విద్యార్థులు ఇతర రాష్ట్రాలకు వెళ్లాల్సి వచ్చేది. (1167, 576, 1474, 646)
reason-item: కాన్పు సమయంలో బిడ్డ కాళ్ల వైపు నుంచి పుట్టడం. (509, 1430, 728, 1445)
article-headline: నేడు ఉట్నూరులో అంబేద్కర్ కళారూప ప్రదర్శన (1176, 1847, 1473, 1911)
issue-date: ఆదివారం 09 ఏప్రిల్ 2017 (2, 71, 188, 91)
article-headline: 307వ రోజు కొనసాగిన దీక్ష (81, 704, 389, 739)
page-number: 3 (1463, 67, 1480, 97)
news-article (0, 1728, 470, 1960)
paragraph: విద్యార్థుల కోసం ఎస్సీ, ఎస్టీ, బీసీ, మైనారిటీ సెల్‌లు ఉన్నాయి. పోటీ పరీక్షల కోసం ప్రత్యేక శిక్షణ కేంద్రం ఉంది. మానసిక సమస్యలతో బాధపడుతున్న విద్యార్థులకు ‘సహాయం’ పేరుతో కౌన్సెలింగ్ కేంద్రాన్ని నిర్వహిస్తున్నారు. (838, 797, 1155, 867)
article-headline: దళితబస్తీ లబ్ధిదారులకు త్వరలో భూముల పంపిణీ (1191, 1047, 1458, 1110)
news-article (0, 111, 470, 311)
feature-column-3 (1167, 226, 1474, 1027)
story-column (509, 1789, 819, 2086)
dateline: కూసుమంచి,(జనంసాక్షి): (0, 908, 112, 923)
paragraph: ఇండియన్ కౌన్సిల్ ఆఫ్ సోషల్ సైన్స్ రీసెర్చ్(ఐసీఎస్ఎస్ఆర్) ఆధ్వర్యంలో ప్రొ.వీకేఆర్‌వీ రావు కమిటీ సూచనల మేరకు 1973 ఫిబ్రవరి 1న దక్షిణాది రాష్ట్రాలకోసం ఉస్మానియా విశ్వవిద్యాలయంలో ఐసీఎస్ఎస్ఆర్ కేంద్రాన్ని ఏర్పాటు చేశారు. దీని ద్వారా దక్షిణ భారతదేశంలోని సోషల్‌సైన్స్ విభాగంలో పరిశోధన చేసే విద్యార్థులకు సేవలందిస్తున్నారు. ఓయూ ప్రధాన గ్రంథాలయంలో ఏర్పాటు చేసిన ఈ కేంద్రంలో కేవలం పరిశోధన విద్యార్థులకు మాత్రమే ప్రవేశం. (1167, 336, 1474, 462)
dateline: ఆదిలాబాద్ జనంసాక్షి: (1165, 1589, 1275, 1604)
paragraph: అనేకమంది పూర్వ విద్యార్థులు ఆసక్తి చూపిస్తున్నారు. అధికారులు కూడా జాబితాను తయారుచేసి ఆహ్వానాలను పంపిస్తున్నారు. వర్సిటీ అభివృద్ధికి పూర్వ విద్యార్థుల సంఘం ఆర్థికంగా సాయం చేసేందుకు ముందుకొచ్చింది. ఇప్పటికే వీసీని కలిసి రూ.25లక్షల చెక్కును అందించారు. (1167, 228, 1474, 316)
article-text: రాష్ట్ర ప్రభుత్వం జిల్లాలోని ఎస్సీ, ఎస్టీ, బీసీ గురుకుల పాఠశాలల్లో ఐదో తరగతిలో ప్రవేశాలకు తొలిసారిగా ఈ నెల 9న ఉమ్మడి ప్రవేశ పరీక్ష నిర్వహిస్తోంది. ఆదివారం ఉదయం 11 గంటల నుంచి మధ్యాహ్నం ఒంటిగంట వరకు నిర్వహించే ఈ పరీక్షకు ఖమ్మం, భద్రాద్రి కొత్తగూడెం జిల్లాల నుంచి 7,716 మంది విద్యార్థులు దరఖాస్తు చేసుకున్నట్లు రీజనల్ సమన్వయకర్త పుల్లయ్య తెలిపారు. ఖమ్మం ఎన్నెస్పీ క్యాంపులోని అంబేద్కర్ గురుకుల కళాశాలలో పరీక్ష నిర్వహణపై నిర్వహించిన సమీక్షా సమావేశంలో ఆయన మాట్లాడారు. రెండు జిల్లాల్లో 31 పరీక్షా కేంద్రాలు ఏర్పాటు చేసినట్లు పుల్లయ్య వెల్లడించారు. ఖమ్మం జిల్లాలో 21, భద్రాద్రి కొత్తగూడెం జిల్లాలో 11 కేంద్రాలు ఏర్పాటు చేసినట్లు చెప్పారు. దరఖాస్తు చేసే సమయంలో తప్పులు దొర్లితే ... ప్రధానాచార్యులు పాల్గొన్నారు. (0, 1429, 471, 1572)
news-article (0, 705, 470, 868)
story-column (509, 2147, 819, 2401)
article-body (0, 1795, 470, 1960)
article-body (0, 1428, 470, 1575)
paragraph: పట్టణ, పర్యావరణ ప్రాంతీయ అధ్యయన కేంద్రాన్ని ఓయూలో కేంద్ర పట్టణాభివృద్ధి మంత్రిత్వశాఖ ఆధ్వర్యంలో 1970లో ప్రారంభించింది. ప్రస్తుతం ఈ కేంద్రం 11 రాష్ట్రాలకు సేవలు అందిస్తోంది. ఆయా రాష్ట్రాలలోని స్థానిక ప్రజాప్రతినిధులకు శిక్షణ ఇవ్వడంతోపాటు పట్టణాలలో మౌలిక వసతుల కల్పన వంటి అంశాలలో పరిశోధనలు నిర్వహిస్తున్నారు. (1167, 466, 1474, 573)
line: బిడ్డ అడ్డంతిరగడం, ఎక్కువ సైజులో ఉండటం. (836, 1195, 1037, 1209)
stat-item: జిల్లా కేంద్ర ప్రధాన ఆసుపత్రి: 1 (836, 1508, 970, 1523)
article-body (1165, 1587, 1484, 1845)
paragraph: 1918లో బీఏలో పదుల సంఖ్యలో విద్యార్థులతో ప్రారంభమైన ఈ విద్యాలయం 1954 నాటికి ఏకంగా 40 కళాశాలలతో విలసిల్లింది. దశలవారీగా భవనాలు నిర్మిస్తూ వచ్చారు. 1960లో న్యాయ కళాశాల, 1961లో ఆరోగ్య కేంద్రం, 1964లో విశ్రాంత భవనాలను నిర్మించారు. 1964 నాటికి 48 కళాశాలలకు పెరిగింది. 1965లో ఇరవై తొమ్మిది వేల మంది విద్యార్థులు ఉండగా.. ఏదాదిగడిచేసరికి ఆ సంఖ్య 35 వేలకు చేరింది. 1967 నాటికి 43 వేల మంది విద్యార్థులు చేరారు. (838, 668, 1155, 793)
dateline: ఖమ్మం (జనంసాక్షి): (0, 1112, 90, 1127)
dateline: హైదరాబాద్:జనంసాక్షి: (518, 228, 619, 241)
line: ఉమ్మనీరు పడిపోవడం.. (836, 1250, 941, 1265)
subheading: ఐసీఎస్ఎస్ఆర్ కేంద్రం (1167, 319, 1265, 333)
story-columns (505, 2147, 1157, 2401)
news-article (0, 1189, 470, 1388)
cost-title: కాన్పుల ఖరీదు ప్రైవేటు ఆసుపత్రుల్లో.. (836, 1563, 1004, 1577)
dateline: ఖమ్మం (జనంసాక్షి): (0, 1429, 92, 1444)
news-article (0, 537, 470, 701)
photo-arch (948, 286, 1047, 434)
dateline: ఇచ్చోడ, జనంసాక్షి:: (1165, 1115, 1257, 1130)
subheading: విజ్ఞాన భాండాగారం (518, 669, 606, 684)
sub-story-headline: 11నుంచి నీలకంఠేశ్వర స్వామి ఉత్సవాలు (846, 2209, 1138, 2232)
article-text: జోగిపేట పట్టణంలోని శ్రీ జోగినాథ స్వామి జాతర ఉత్సవాల్లో భాగంగా గురువారం అర్ధరాత్రి పట్టణ పుర వీధుల మీదుగా రథోత్సవాన్ని కనుల పండువగా నిర్వహించారు. జాతరకు 10 రోజుల ముందే రథాన్ని స్థానిక గౌనీ ప్రధాన కూడలి వద్దకు తరలించారు. అక్కడే రంగు రంగుల విద్యుత్తు దీపాలతో అలంకరించారు. 50 అడుగుల ఎత్తైన రథంలో దేవతామూర్తులను ఆశీనులను చేశారు. ఆలయ పూజారి బద్రప్ప మంత్రోచ్ఛరేణల మధ్య పూరేగింపు నిర్వహించారు. నగర పంచాయతీ అధ్యక్షురాలు కవిత, ఏఎంసీ అధ్యక్షుడు డీబీ నాగభూషణం, ఆలయ కమిటీ సభ్యులు ప్రత్యేక పూజలు నిర్వహించారు. పూరేగింపు పోచమ్మ, హనుమాన్ దేవాలయ చౌరస్తాల మీదుగా సాగింది. రథాన్ని లాగడానికి పట్టణ ప్రజలతో పాటు చుట్టుపక్కల గ్రామాల నుంచి భక్తులు తరలివచ్చారు. పట్టణంలో ఎలాంటి అవాంఛనీయ సంఘటనలు చోటుచేసుకోకుండా పోలీసులు బందో బస్తు ఏర్పాటు చేశారు. (0, 147, 471, 309)
stats-title: ప్రభుత్వాసుపత్రులు (836, 1453, 921, 1468)
paragraph: ప్రస్తుతం ఓయూలో చేరే విద్యార్థులు చాలా మంది గ్రామీణ ప్రాంతాలకు చెందిన వారే. దానికి తోడు స్థానిక భాషలో డిగ్రీలు పూర్తి చేసినవారు పీజీలో ఆంగ్లంతో కుస్తీ పట్టాల్సి వచ్చేది.. దీనిని గమనించిన అధికారులు విద్యార్థులకు ఆంగ్లం, భావ వ్యక్తీకరణ నైపుణ్యాలపై శిక్షణ ఇచ్చేందుకు కేంద్రాన్ని ఏర్పాటు చేశారు. ఇప్పటివరకు మూడు వందల బ్యాచ్‌లకు తర్ఫీదు ఇచ్చారు. శిక్షణ అనంతరం ఇచ్చే ధ్రువపత్రం దేశవిదేశాలలో చెల్లుబాటవుతుంది. (1167, 668, 1474, 793)
stat-item: ప్రైవేటు ప్రసూతి ఆసుపత్రులు: 154 (836, 1545, 994, 1560)
paragraph: తెరాస సభ్యత్వ నమోదును ఉద్యమంలా చేపట్టాలని మాజీ ఎంపీ మంద జగన్నాథం కార్యకర్తలకు సూచించారు. మల్దకల్ మండలంలో అతి పెద్దదైన ఎల్కూరు చెరువుకు ఫీడర్ ఛానల్ పనులు మంజూరైనా గుత్తేదారు నిర్లక్ష్యంతో వదిలేశారని మంత్రి హరీశ్‌రావు దృష్టికి తీసుకెళ్లి పూర్తి చేయిస్తామని తెలిపారు. పనులు పూర్తయితే చెరువుకు సంవత్సరం పొడవునా నీరు నిల్వ ఉండి ఆయకట్టు సస్యశ్యామలంగా మారుతుందని ఆశాభావం వ్యక్తంచేశారు. శుక్రవారం ఎల్కూరులో సర్పంచి కృష? అధ్యక్షతన తెరాస కార్యకర్తల సమావేశం ఏర్పాటు చేయగా ముఖ్యఅతిథిగా హాజరయ్యారు. ఇక్కడితోపాటు అమరవాయిలో మార్కెట్ చైర్‌పర్సన్ లక్ష్మీదేవితో కలిసి సభ్యత్వ నమోదును ప్రారంభించారు. ఈ సందర్భంగా ఆయన మాట్లాడుతూ తెరాస ప్రభుత్వం వచ్చాక నియోజకవర్గంలో, మల్దకల్ మండలంలోని చెరువులకు, కుంటలకు ర్యాలంపాడు జలాశయం నీరు వదలడం వల్ల ఈ ప్రాంతమంతా పచ్చగా మారిందన్నారు. (509, 1791, 819, 2045)
feature-headline: విద్యా సుగంధం విశ్వ వ్యాపితం (575, 121, 1414, 206)
costly-delivery-story (505, 1045, 1158, 1728)
article-headline: 5వ తరగతి గురుకుల ప్రవేశ పరీక్ష (49, 1391, 420, 1427)
paragraph: విశ్వవిద్యాలయంలో బోధన సిబ్బంది 638, బోధనేతర ఉద్యోగులు దాదాపు 3వేలమంది పనిచేస్తున్నారు. క్యాంపస్‌లో మొత్తం 8 కళాశాలలు ఉన్నాయి. ఓయూ పరిధిలో నాలుగు పీజీ , ఆరు పరిశోధన కేంద్రాలతోపాటు అకడమిక్ కేంద్రాలున్నాయి. (838, 870, 1155, 940)
article-headline: కొత్తగూడెం ఐటీఐలో 10న జాబ్‌మేళా (28, 1577, 442, 1613)
dateline: జోగిపేట,(జనంసాక్షి): (0, 147, 95, 161)
news-article (0, 1964, 470, 2046)
left-column (0, 107, 475, 2413)
paragraph: అలా అంకురార్పణ ..హైదరాబాద్ ప్రాంతానికి ఒక విశ్వవిద్యాలయం ఉంటే మంచిదని విద్యావేత్తలు, నిపుణులు ఏడో నిజాం మీర్ ఉస్మాన్‌అలీఖాన్‌కు విన్నవించారు. అంగీకరించిన నిజాం 1917 ఏప్రిల్ 26న ఫర్మానా ఇచ్చారు. ఉస్మానియా విశ్వవిద్యాలయంగా నామకరణం చేశారు. దేశవ్యాప్తంగా వర్సిటీలంటే తెలియని రోజుల్లోనే ఇక్కడ హైదరాబాద్‌లో ఆవిర్భవించడంతో అందరి దృష్టిని ఆకర్షించింది. (518, 558, 825, 665)
paragraph: నియోజకవర్గ అధ్యక్షుడు ఆంజనేయులుగౌడ్, మండలాధ్యక్షుడు గజేందర్‌గౌడ్, నాయకులు పూర?చందర్‌రావు, కిష్టన్న, శివకుమార్ తదితరులు పాల్గొన్నారు. (836, 2149, 1147, 2201)
